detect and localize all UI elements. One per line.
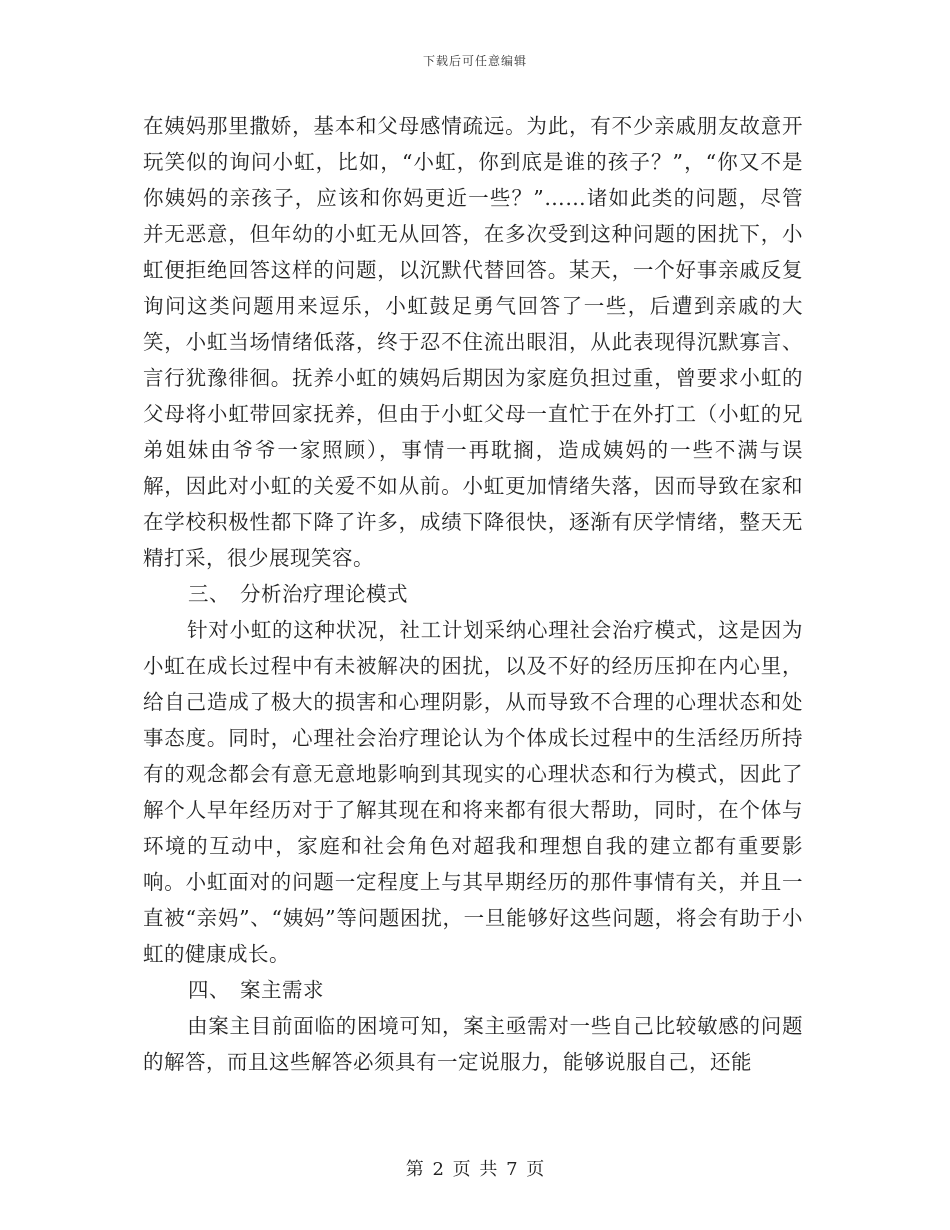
document-body <box>143 108 803 1080</box>
paragraph-client-needs: 由案主目前面临的困境可知，案主亟需对一些自己比较敏感的问题的解答，而且这些解答必须具有一定说服力，能够说服自己，还能 <box>143 1014 803 1074</box>
section-title: 案主需求 <box>240 978 324 1002</box>
paragraph-theory-model: 针对小虹的这种状况，社工计划采纳心理社会治疗模式，这是因为小虹在成长过程中有未被解决的困扰，以及不好的经历压抑在内心里，给自己造成了极大的损害和心理阴影，从而导致不合理的心理状态和处事态度。同时，心理社会治疗理论认为个体成长过程中的生活经历所持有的观念都会有意无意地影响到其现实的心理状态和行为模式，因此了解个人早年经历对于了解其现在和将来都有很大帮助，同时，在个体与环境的互动中，家庭和社会角色对超我和理想自我的建立都有重要影响。小虹面对的问题一定程度上与其早期经历的那件事情有关，并且一直被“亲妈”、“姨妈”等问题困扰，一旦能够好这些问题，将会有助于小虹的健康成长。 <box>143 618 803 966</box>
paragraph-case-background: 在姨妈那里撒娇，基本和父母感情疏远。为此，有不少亲戚朋友故意开玩笑似的询问小虹，比如，“小虹，你到底是谁的孩子？”，“你又不是你姨妈的亲孩子，应该和你妈更近一些？”……诸如此类的问题，尽管并无恶意，但年幼的小虹无从回答，在多次受到这种问题的困扰下，小虹便拒绝回答这样的问题，以沉默代替回答。某天，一个好事亲戚反复询问这类问题用来逗乐，小虹鼓足勇气回答了一些，后遭到亲戚的大笑，小虹当场情绪低落，终于忍不住流出眼泪，从此表现得沉默寡言、言行犹豫徘徊。抚养小虹的姨妈后期因为家庭负担过重，曾要求小虹的父母将小虹带回家抚养，但由于小虹父母一直忙于在外打工（小虹的兄弟姐妹由爷爷一家照顾），事情一再耽搁，造成姨妈的一些不满与误解，因此对小虹的关爱不如从前。小虹更加情绪失落，因而导致在家和在学校积极性都下降了许多，成绩下降很快，逐渐有厌学情绪，整天无精打采，很少展现笑容。 <box>143 114 803 570</box>
page-header-note: 下载后可任意编辑 <box>422 54 527 68</box>
page-number-footer: 第 2 页 共 7 页 <box>405 1159 545 1180</box>
section-number: 三、 <box>188 582 230 606</box>
section-number: 四、 <box>188 978 230 1002</box>
section-title: 分析治疗理论模式 <box>240 582 408 606</box>
section-heading-3 <box>143 576 803 612</box>
section-heading-4 <box>143 972 803 1008</box>
